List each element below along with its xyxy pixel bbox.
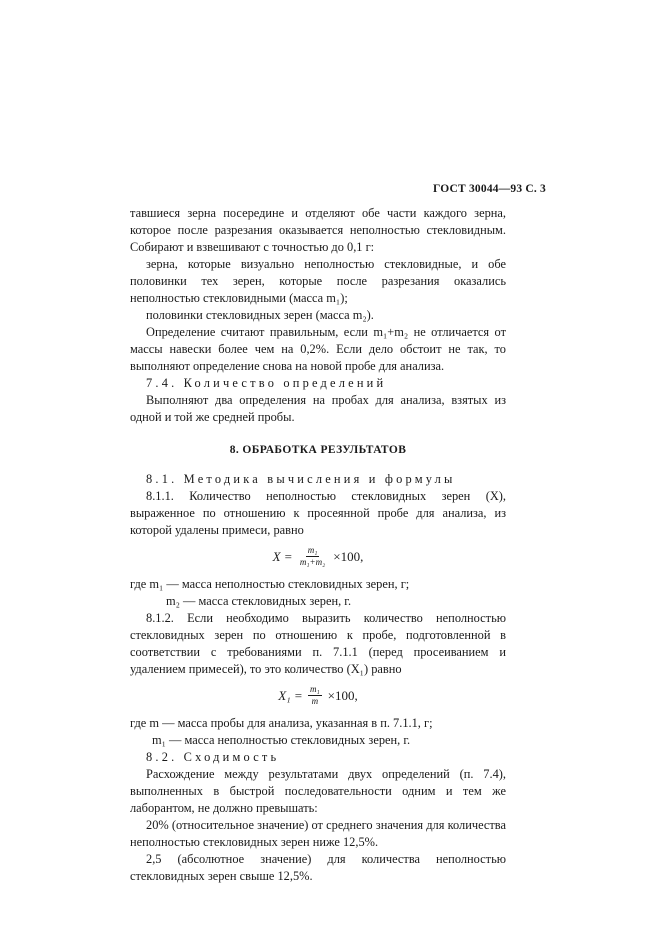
paragraph: зерна, которые визуально неполностью стекловидные, и обе половинки тех зерен, которые после разрезания оказались неполностью стекловидными (масса m₁); [130, 257, 506, 305]
formula-eq: = [294, 688, 303, 703]
paragraph: 2,5 (абсолютное значение) для количества неполностью стекловидных зерен свыше 12,5%. [130, 852, 506, 883]
variable-definition: где m — масса пробы для анализа, указанная в п. 7.1.1, г; [130, 716, 433, 730]
variable-definition: m₁ — масса неполностью стекловидных зерен, г. [152, 733, 411, 747]
paragraph: 8.1.2. Если необходимо выразить количество неполностью стекловидных зерен по отношению к пробе, подготовленной в соответствии с требованиями п. 7.1.1 (перед просеиванием и удалением примесей), то это количество (X₁) равно [130, 611, 506, 676]
paragraph: Расхождение между результатами двух определений (п. 7.4), выполненных в быстрой последовательности одним и тем же лаборантом, не должно превышать: [130, 767, 506, 815]
fraction-denominator: m [311, 696, 319, 706]
formula-x1 [130, 684, 506, 707]
paragraph: тавшиеся зерна посередине и отделяют обе части каждого зерна, которое после разрезания оказывается неполностью стекловидным. Собирают и взвешивают с точностью до 0,1 г: [130, 206, 506, 254]
formula-fraction [308, 684, 322, 707]
variable-definition: m₂ — масса стекловидных зерен, г. [166, 594, 352, 608]
document-body [130, 205, 506, 885]
formula-multiplier: ×100, [327, 688, 358, 703]
formula-lhs: X [272, 549, 281, 564]
formula-multiplier: ×100, [333, 549, 364, 564]
page-header: ГОСТ 30044—93 С. 3 [433, 183, 546, 195]
fraction-denominator: m₁+m₂ [299, 557, 326, 567]
subsection-heading: 8.1. Методика вычисления и формулы [146, 472, 456, 486]
fraction-numerator: m₁ [310, 684, 320, 694]
paragraph: Определение считают правильным, если m₁+m₂ не отличается от массы навески более чем на 0,2%. Если дело обстоит не так, то выполняют определение снова на новой пробе для анализа. [130, 325, 506, 373]
formula-x [130, 545, 506, 568]
paragraph: 20% (относительное значение) от среднего значения для количества неполностью стекловидных зерен ниже 12,5%. [130, 818, 506, 849]
paragraph: половинки стекловидных зерен (масса m₂). [146, 308, 374, 322]
fraction-numerator: m₁ [307, 545, 318, 555]
paragraph: 8.1.1. Количество неполностью стекловидных зерен (X), выраженное по отношению к просеянной пробе для анализа, из которой удалены примеси, равно [130, 489, 506, 537]
paragraph: Выполняют два определения на пробах для анализа, взятых из одной и той же средней пробы. [130, 393, 506, 424]
section-title: 8. ОБРАБОТКА РЕЗУЛЬТАТОВ [229, 444, 407, 456]
formula-fraction [298, 545, 327, 568]
formula-lhs: X₁ [278, 688, 291, 703]
subsection-heading: 8.2. Сходимость [146, 750, 280, 764]
subsection-heading: 7.4. Количество определений [146, 376, 387, 390]
variable-definition: где m₁ — масса неполностью стекловидных зерен, г; [130, 577, 410, 591]
formula-eq: = [284, 549, 292, 564]
